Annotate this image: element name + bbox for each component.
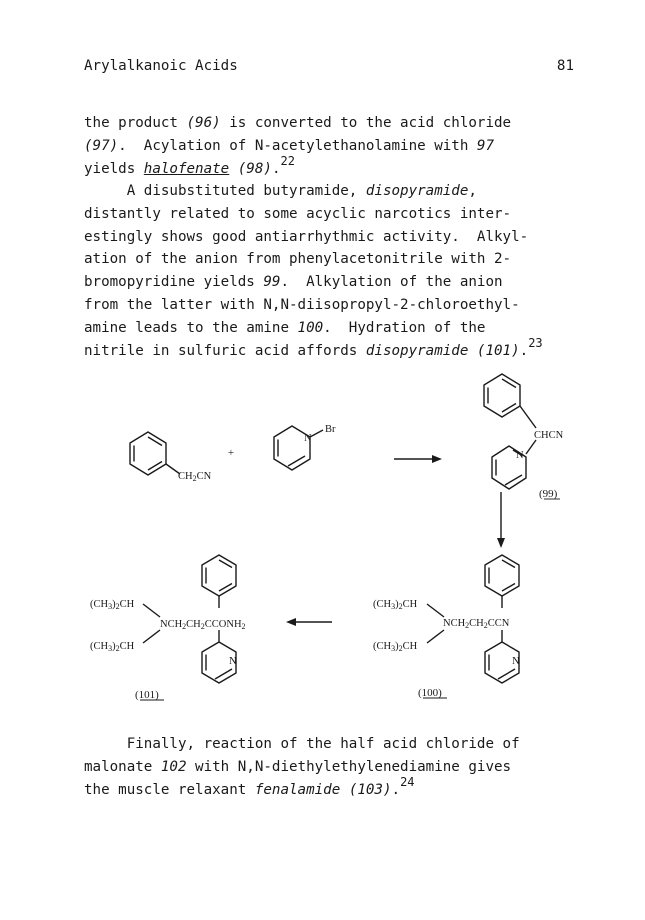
- phenylacetonitrile-structure: [130, 432, 180, 475]
- isopropyl-top: (CH3)2CH: [90, 599, 135, 611]
- pyridine-nitrogen: N: [229, 656, 237, 667]
- paragraph-disopyramide: [84, 180, 584, 362]
- reaction-scheme: [0, 370, 645, 720]
- paragraph-fenalamide: [84, 733, 584, 801]
- text-line: the product (96) is converted to the acid chloride: [84, 115, 512, 131]
- bromine-label: Br: [325, 424, 336, 435]
- text-line: malonate 102 with N,N-diethylethylenediamine gives: [84, 758, 512, 775]
- text-line: amine leads to the amine 100. Hydration of the: [84, 319, 486, 336]
- pyridine-nitrogen: N: [304, 433, 312, 444]
- paragraph-halofenate: [84, 112, 584, 180]
- text-line: A disubstituted butyramide, disopyramide,: [84, 183, 477, 199]
- running-title: Arylalkanoic Acids: [84, 58, 238, 74]
- pyridine-nitrogen: N: [512, 656, 520, 667]
- pyridine-nitrogen: N: [516, 450, 524, 461]
- compound-99-structure: [484, 374, 536, 489]
- text-line: ation of the anion from phenylacetonitrile with 2-: [84, 251, 512, 268]
- amine-chain: NCH2CH2CCN: [443, 618, 510, 630]
- page-header: [84, 58, 574, 78]
- bromopyridine-structure: [274, 426, 323, 470]
- text-line: estingly shows good antiarrhythmic activity. Alkyl-: [84, 228, 529, 245]
- compound-label: (100): [418, 687, 442, 699]
- text-line: bromopyridine yields 99. Alkylation of the anion: [84, 274, 503, 291]
- isopropyl-top: (CH3)2CH: [373, 599, 418, 611]
- footnote-ref: 22: [280, 153, 295, 168]
- amide-chain: NCH2CH2CCONH2: [160, 619, 246, 631]
- isopropyl-bottom: (CH3)2CH: [373, 641, 418, 653]
- text-line: nitrile in sulfuric acid affords disopyramide (101).$^{23}$: [84, 335, 543, 359]
- footnote-ref: 23: [528, 335, 543, 350]
- text-line: distantly related to some acyclic narcotics inter-: [84, 205, 512, 222]
- text-line: from the latter with N,N-diisopropyl-2-chloroethyl-: [84, 296, 520, 313]
- page-number: 81: [556, 58, 574, 74]
- compound-label: (101): [135, 689, 159, 701]
- plus-sign: +: [228, 448, 234, 459]
- text-line: yields halofenate (98).$^{22}$: [84, 153, 295, 177]
- text-line: Finally, reaction of the half acid chloride of: [84, 736, 520, 752]
- chcn-label: CHCN: [534, 430, 564, 441]
- isopropyl-bottom: (CH3)2CH: [90, 641, 135, 653]
- text-line: (97). Acylation of N-acetylethanolamine with 97: [84, 137, 495, 154]
- label-underlines: [140, 499, 560, 700]
- phenylacetonitrile-formula: CH2CN: [178, 471, 212, 483]
- compound-label: (99): [539, 488, 558, 500]
- footnote-ref: 24: [400, 774, 415, 789]
- text-line: the muscle relaxant fenalamide (103).$^{24}$: [84, 774, 415, 798]
